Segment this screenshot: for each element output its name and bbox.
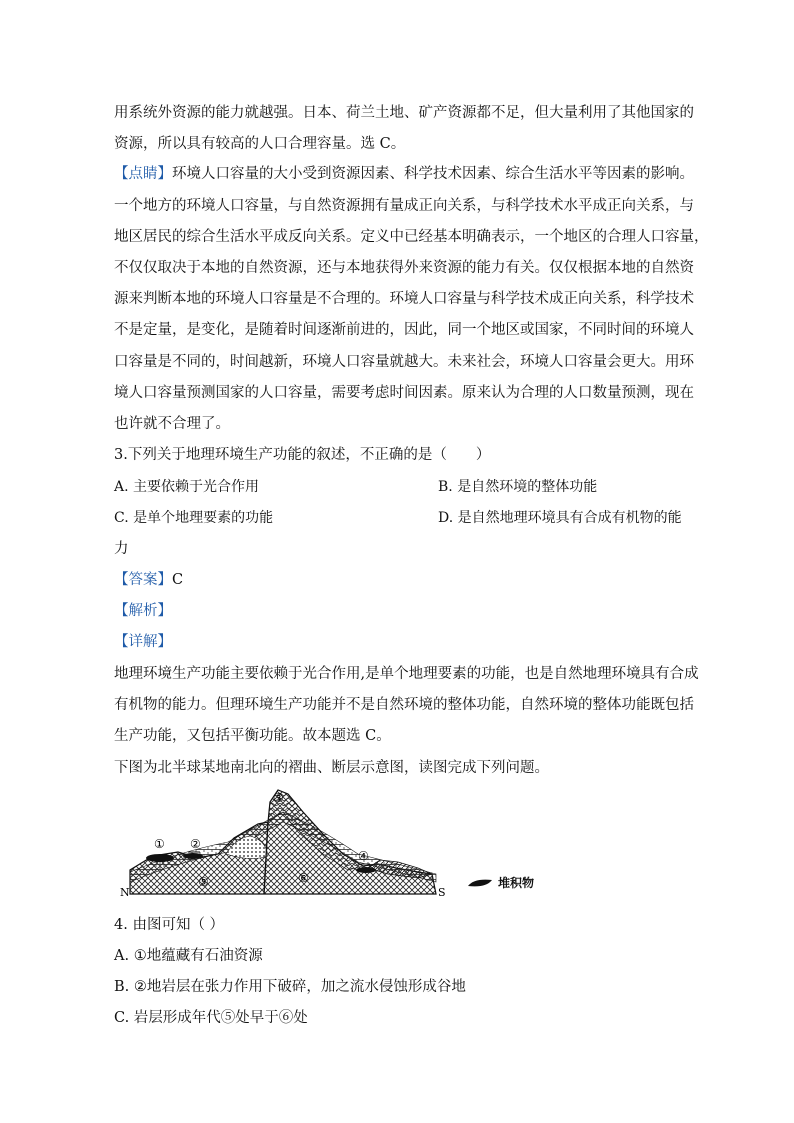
label-1: ① <box>154 837 165 851</box>
text-line: 不仅仅取决于本地的自然资源，还与本地获得外来资源的能力有关。仅仅根据本地的自然资 <box>114 260 694 276</box>
sediment-2 <box>183 853 203 859</box>
sediment-1 <box>146 854 174 862</box>
q4-option-c: C. 岩层形成年代⑤处早于⑥处 <box>114 1010 308 1026</box>
text-line: 也许就不合理了。 <box>114 416 230 432</box>
text-line: 源来判断本地的环境人口容量是不合理的。环境人口容量与科学技术成正向关系，科学技术 <box>114 291 694 307</box>
label-3: ③ <box>273 791 284 805</box>
text-line: 口容量是不同的，时间越新，环境人口容量就越大。未来社会，环境人口容量会更大。用环 <box>114 354 694 370</box>
text-line: 生产功能，又包括平衡功能。故本题选 C。 <box>114 728 391 744</box>
sediment-legend-icon <box>466 877 494 889</box>
text-line: 资源，所以具有较高的人口合理容量。选 C。 <box>114 136 406 152</box>
text-line: 地区居民的综合生活水平成反向关系。定义中已经基本明确表示，一个地区的合理人口容量， <box>114 229 709 245</box>
answer-value: C <box>172 572 184 588</box>
label-5: ⑤ <box>198 875 209 889</box>
comment-line: 【点睛】环境人口容量的大小受到资源因素、科学技术因素、综合生活水平等因素的影响。 <box>114 166 694 182</box>
q3-analysis-tag: 【解析】 <box>114 603 172 619</box>
text-line: 一个地方的环境人口容量，与自然资源拥有量成正向关系，与科学技术水平成正向关系，与 <box>114 198 694 214</box>
question-4-stem: 4. 由图可知（ ） <box>114 917 225 933</box>
label-north: N <box>120 886 130 899</box>
q3-option-d-wrap: 力 <box>114 541 129 557</box>
label-4: ④ <box>358 849 369 863</box>
question-3-stem: 3.下列关于地理环境生产功能的叙述，不正确的是（ ） <box>114 447 491 463</box>
fold-fault-diagram <box>118 782 558 910</box>
text-line: 境人口容量预测国家的人口容量，需要考虑时间因素。原来认为合理的人口数量预测，现在 <box>114 385 694 401</box>
q3-option-a: A. 主要依赖于光合作用 <box>114 479 260 495</box>
label-2: ② <box>190 837 201 851</box>
answer-tag: 【答案】 <box>114 572 172 588</box>
label-south: S <box>438 886 446 899</box>
figure-intro: 下图为北半球某地南北向的褶曲、断层示意图，读图完成下列问题。 <box>114 760 549 776</box>
label-6: ⑥ <box>298 871 309 885</box>
fold-fault-svg <box>118 782 558 910</box>
q3-detail-tag: 【详解】 <box>114 634 172 650</box>
q3-option-c: C. 是单个地理要素的功能 <box>114 510 274 526</box>
q3-answer <box>114 570 183 590</box>
text-line: 地理环境生产功能主要依赖于光合作用,是单个地理要素的功能，也是自然地理环境具有合成 <box>114 666 699 682</box>
legend-label: 堆积物 <box>498 876 535 890</box>
q4-option-b: B. ②地岩层在张力作用下破碎，加之流水侵蚀形成谷地 <box>114 979 466 995</box>
text-line: 用系统外资源的能力就越强。日本、荷兰土地、矿产资源都不足，但大量利用了其他国家的 <box>114 105 694 121</box>
comment-tag: 【点睛】 <box>114 166 172 182</box>
text-line: 有机物的能力。但理环境生产功能并不是自然环境的整体功能，自然环境的整体功能既包括 <box>114 697 694 713</box>
q3-option-b: B. 是自然环境的整体功能 <box>438 479 598 495</box>
text-line: 不是定量，是变化，是随着时间逐渐前进的，因此，同一个地区或国家，不同时间的环境人 <box>114 322 694 338</box>
q3-option-d: D. 是自然地理环境具有合成有机物的能 <box>438 510 682 526</box>
q4-option-a: A. ①地蕴藏有石油资源 <box>114 948 263 964</box>
